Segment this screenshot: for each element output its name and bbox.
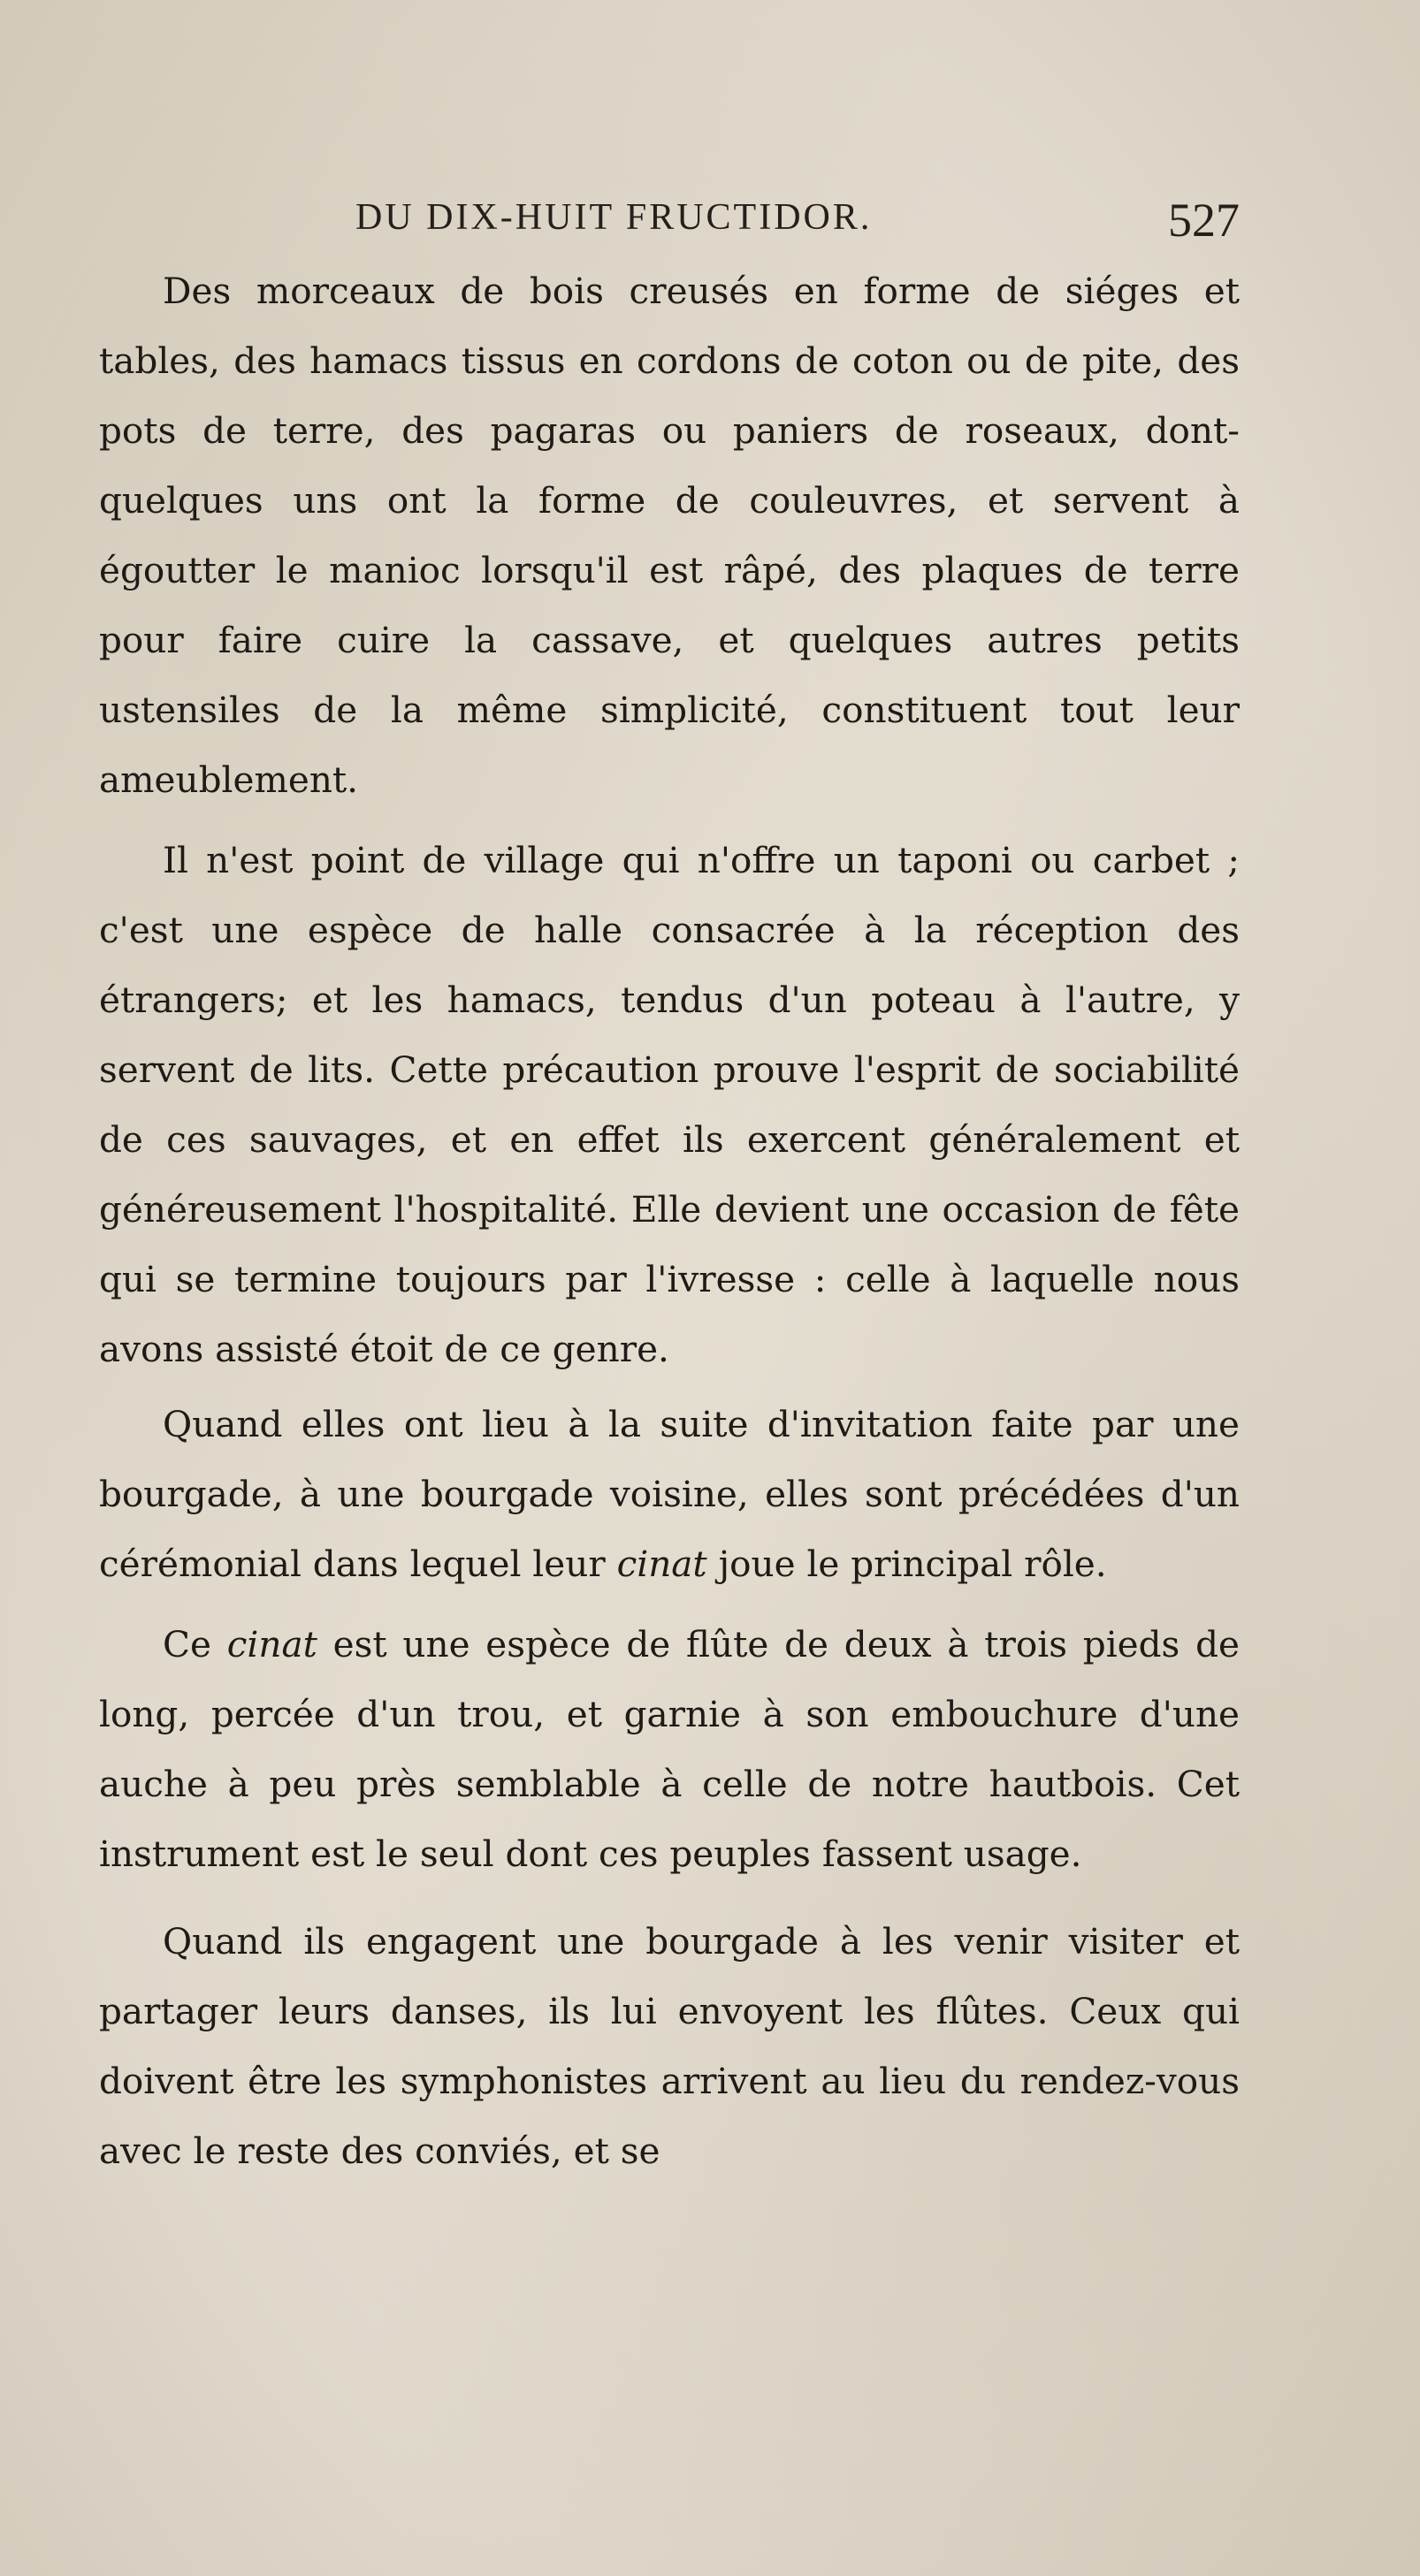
page-number: 527 xyxy=(1168,194,1240,247)
paragraph-3 xyxy=(99,1390,1240,1599)
paragraph-4-text-before: Ce xyxy=(163,1623,227,1665)
paragraph-3-italic-cinat: cinat xyxy=(616,1543,707,1585)
paragraph-2: Il n'est point de village qui n'offre un taponi ou carbet ; c'est une espèce de halle consacrée à la réception des étrangers; et les hamacs, tendus d'un poteau à l'autre, y servent de lits. Cette précaution prouve l'esprit de sociabilité de ces sauvages, et en effet ils exercent généralement et généreusement l'hospitalité. Elle devient une occasion de fête qui se termine toujours par l'ivresse : celle à laquelle nous avons assisté étoit de ce genre. xyxy=(99,839,1240,1370)
paragraph-3-text-after: joue le principal rôle. xyxy=(706,1543,1107,1585)
page-header xyxy=(99,193,1240,246)
paragraph-3-text-before: Quand elles ont lieu à la suite d'invitation faite par une bourgade, à une bourgade voisine, elles sont précédées d'un cérémonial dans lequel leur xyxy=(99,1403,1240,1585)
paragraph-1: Des morceaux de bois creusés en forme de siéges et tables, des hamacs tissus en cordons de coton ou de pite, des pots de terre, des pagaras ou paniers de roseaux, dont-quelques uns ont la forme de couleuvres, et servent à égoutter le manioc lorsqu'il est râpé, des plaques de terre pour faire cuire la cassave, et quelques autres petits ustensiles de la même simplicité, constituent tout leur ameublement. xyxy=(99,270,1240,801)
paragraph-4 xyxy=(99,1610,1240,1889)
running-title: DU DIX-HUIT FRUCTIDOR. xyxy=(355,197,873,238)
paragraph-4-text-after: est une espèce de flûte de deux à trois pieds de long, percée d'un trou, et garnie à son embouchure d'une auche à peu près semblable à celle de notre hautbois. Cet instrument est le seul dont ces peuples fassent usage. xyxy=(99,1623,1240,1875)
paragraph-5: Quand ils engagent une bourgade à les venir visiter et partager leurs danses, ils lui envoyent les flûtes. Ceux qui doivent être les symphonistes arrivent au lieu du rendez-vous avec le reste des conviés, et se xyxy=(99,1920,1240,2172)
body-text xyxy=(99,256,1240,2186)
paragraph-4-italic-cinat: cinat xyxy=(226,1623,317,1665)
